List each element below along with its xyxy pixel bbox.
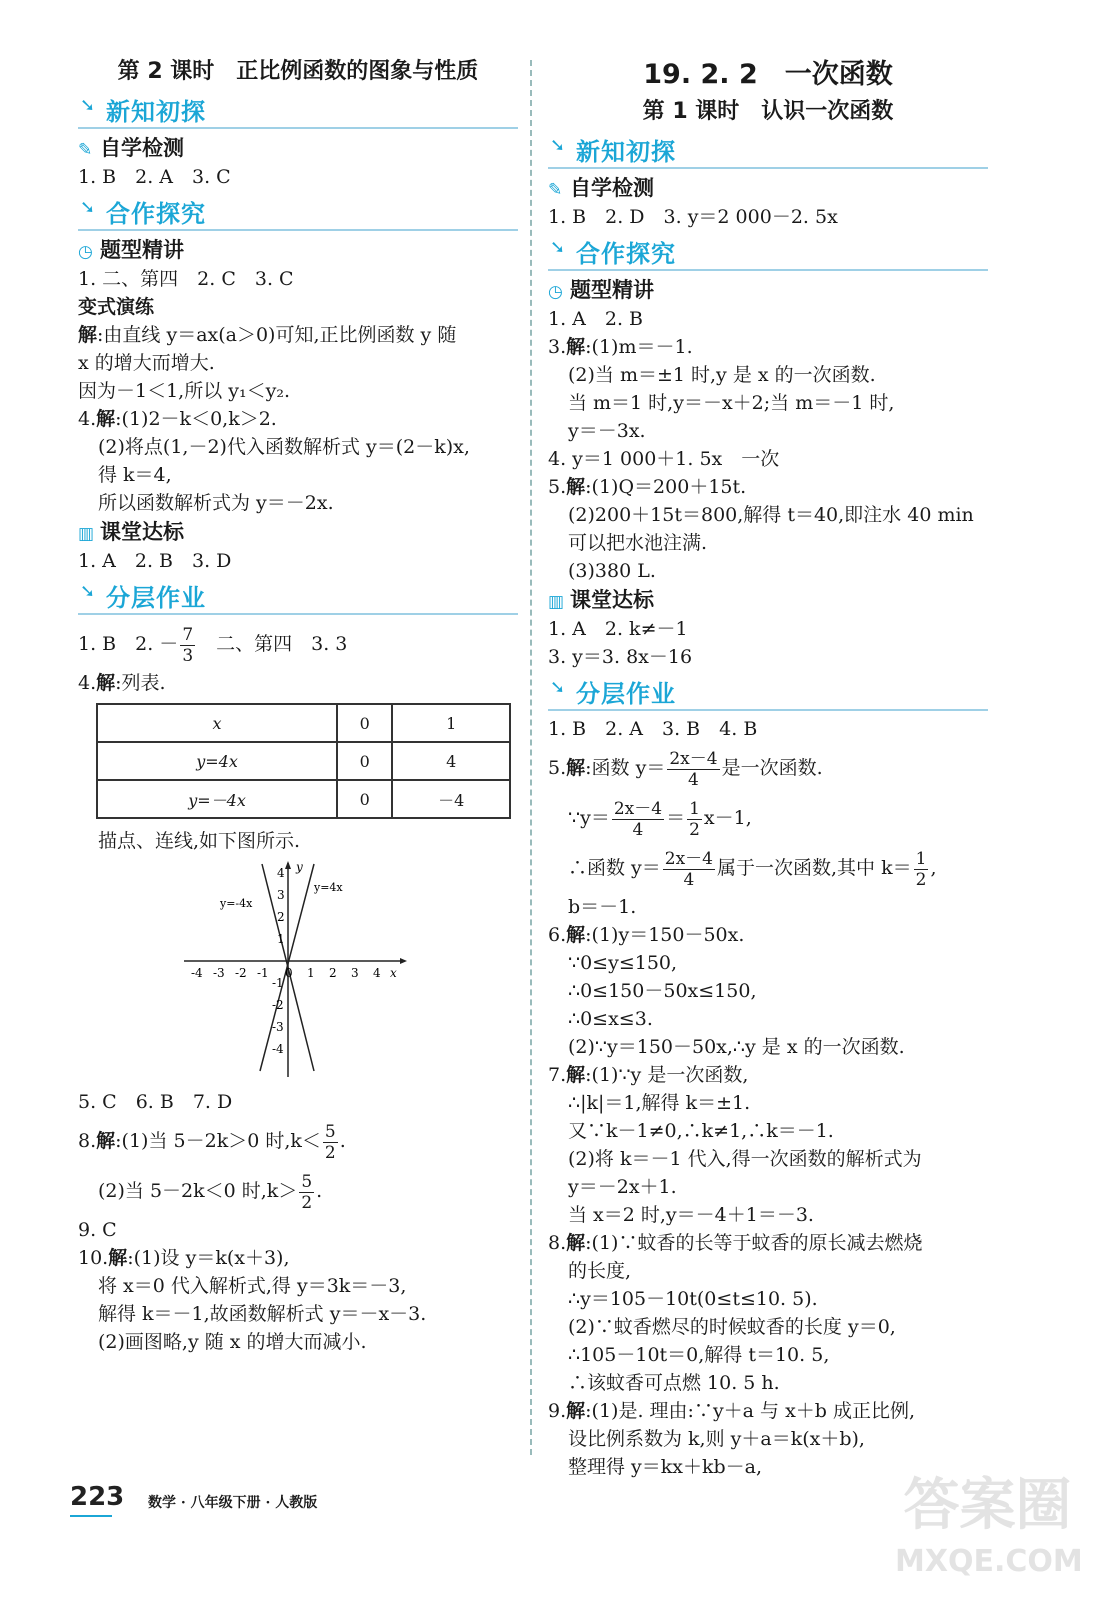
answer-line: 6.解:(1)y＝150－50x.: [548, 924, 745, 946]
subsection-zixue: ✎ 自学检测: [548, 173, 988, 203]
answer-line: 7.解:(1)∵y 是一次函数,: [548, 1064, 749, 1086]
y-tick-label: 3: [277, 888, 285, 902]
table-cell: 1: [392, 704, 510, 742]
bianshi-heading: 变式演练: [78, 296, 155, 318]
lesson-title: 第 2 课时 正比例函数的图象与性质: [117, 59, 479, 84]
answer-line: 10.解:(1)设 y＝k(x＋3),: [78, 1247, 290, 1269]
answer-line: 当 m＝1 时,y＝－x＋2;当 m＝－1 时,: [568, 392, 895, 414]
answer-line: 1. 二、第四 2. C 3. C: [78, 268, 294, 290]
answer-line: 3.解:(1)m＝－1.: [548, 336, 693, 358]
x-tick-label: -2: [235, 966, 247, 980]
x-tick-label: -3: [213, 966, 225, 980]
x-tick-label: 4: [373, 966, 381, 980]
book-info: 数学 · 八年级下册 · 人教版: [148, 1495, 318, 1511]
answer-line: 8.解:(1)∵蚊香的长等于蚊香的原长减去燃烧: [548, 1232, 923, 1254]
answer-line: ∵0≤y≤150,: [568, 952, 678, 974]
pencil-icon: ✎: [548, 180, 563, 200]
answer-line: (2)∵蚊香燃尽的时候蚊香的长度 y＝0,: [568, 1316, 896, 1338]
clock-icon: ◷: [548, 282, 563, 302]
book-icon: ▥: [78, 524, 95, 544]
y-tick-label: 4: [277, 866, 285, 880]
answer-line: b＝－1.: [568, 896, 637, 918]
table-cell: 0: [337, 780, 392, 818]
y-tick-label: -4: [272, 1042, 284, 1056]
fraction: $\frac{2x-4}{4}$: [664, 848, 714, 890]
value-table: [96, 703, 511, 819]
section-title: 19. 2. 2 一次函数: [643, 59, 893, 90]
answer-line: 可以把水池注满.: [568, 532, 708, 554]
answer-line: 4. y＝1 000＋1. 5x 一次: [548, 448, 780, 470]
answer-line: 9.解:(1)是. 理由:∵y＋a 与 x＋b 成正比例,: [548, 1400, 916, 1422]
answer-line: 得 k＝4,: [98, 464, 172, 486]
section-fenceng: ➘ 分层作业: [78, 577, 518, 615]
answer-line: 因为－1＜1,所以 y₁＜y₂.: [78, 380, 290, 402]
x-tick-label: -1: [257, 966, 269, 980]
answer-line: 设比例系数为 k,则 y＋a＝k(x＋b),: [568, 1428, 865, 1450]
table-cell: 4: [392, 742, 510, 780]
answer-line: 所以函数解析式为 y＝－2x.: [98, 492, 334, 514]
answer-line: 3. y＝3. 8x－16: [548, 646, 693, 668]
answer-line: 5.解:(1)Q＝200＋15t.: [548, 476, 747, 498]
answer-line: (2)画图略,y 随 x 的增大而减小.: [98, 1331, 367, 1353]
section-arrow-icon: ➘: [550, 677, 566, 698]
answer-line: 又∵k－1≠0,∴k≠1,∴k＝－1.: [568, 1120, 834, 1142]
watermark-logo: 答案圈 MXQE.COM: [895, 1473, 1083, 1579]
section-xinzhi: ➘ 新知初探: [548, 131, 988, 169]
answer-line: 将 x＝0 代入解析式,得 y＝3k＝－3,: [98, 1275, 407, 1297]
answer-line: 1. B 2. A 3. C: [78, 166, 231, 188]
subsection-tixing: ◷ 题型精讲: [548, 275, 988, 305]
subsection-zixue: ✎ 自学检测: [78, 133, 518, 163]
answer-line: ∴0≤x≤3.: [568, 1008, 653, 1030]
section-hezuo: ➘ 合作探究: [78, 193, 518, 231]
y-tick-label: -2: [272, 998, 284, 1012]
section-arrow-icon: ➘: [550, 135, 566, 156]
answer-line: 9. C: [78, 1219, 117, 1241]
column-divider: [530, 60, 532, 1455]
section-fenceng: ➘ 分层作业: [548, 673, 988, 711]
answer-line: (3)380 L.: [568, 560, 656, 582]
table-cell: －4: [392, 780, 510, 818]
fraction: $\frac{2x-4}{4}$: [669, 748, 718, 790]
answer-line: 当 x＝2 时,y＝－4＋1＝－3.: [568, 1204, 814, 1226]
fraction: $\frac{7}{3}$: [182, 624, 194, 666]
table-cell: 0: [337, 742, 392, 780]
section-hezuo: ➘ 合作探究: [548, 233, 988, 271]
table-cell: y=－4x: [97, 780, 337, 818]
y-tick-label: -3: [272, 1020, 284, 1034]
lesson-title: 第 1 课时 认识一次函数: [642, 99, 894, 124]
page-number-underline: [70, 1515, 112, 1517]
answer-line: y＝－2x＋1.: [568, 1176, 677, 1198]
answer-line: 5.解:函数 y＝ $\frac{2x-4}{4}$ 是一次函数.: [548, 748, 823, 790]
page-number: 223: [70, 1482, 125, 1512]
answer-line: 1. A 2. B 3. D: [78, 550, 232, 572]
answer-line: 解:由直线 y＝ax(a＞0)可知,正比例函数 y 随: [78, 324, 457, 346]
fraction: $\frac{5}{2}$: [301, 1171, 313, 1213]
answer-line: 1. B 2. － $\frac{7}{3}$ 二、第四 3. 3: [78, 624, 348, 666]
x-tick-labels: [191, 966, 381, 980]
label-y-4x: y=4x: [314, 881, 343, 894]
function-graph: [178, 859, 408, 1084]
answer-line: 的长度,: [568, 1260, 632, 1282]
section-arrow-icon: ➘: [80, 95, 96, 116]
section-arrow-icon: ➘: [80, 581, 96, 602]
fraction: $\frac{1}{2}$: [915, 848, 927, 890]
section-xinzhi: ➘ 新知初探: [78, 91, 518, 129]
answer-line: ∵y＝ $\frac{2x-4}{4}$ ＝ $\frac{1}{2}$ x－1,: [568, 798, 752, 840]
answer-line: (2)将 k＝－1 代入,得一次函数的解析式为: [568, 1148, 922, 1170]
x-tick-label: 0: [285, 966, 293, 980]
x-tick-label: 2: [329, 966, 337, 980]
pencil-icon: ✎: [78, 140, 93, 160]
answer-line: 解得 k＝－1,故函数解析式 y＝－x－3.: [98, 1303, 427, 1325]
y-tick-label: -1: [272, 976, 284, 990]
answer-line: 1. B 2. A 3. B 4. B: [548, 718, 758, 740]
section-arrow-icon: ➘: [80, 197, 96, 218]
answer-line: ∴该蚊香可点燃 10. 5 h.: [568, 1372, 780, 1394]
answer-line: y＝－3x.: [568, 420, 646, 442]
x-tick-label: 1: [307, 966, 315, 980]
answer-line: (2)200＋15t＝800,解得 t＝40,即注水 40 min: [568, 504, 974, 526]
label-y-neg4x: y=-4x: [220, 897, 253, 910]
table-row: [97, 780, 510, 818]
answer-line: 1. A 2. k≠－1: [548, 618, 688, 640]
clock-icon: ◷: [78, 242, 93, 262]
section-arrow-icon: ➘: [550, 237, 566, 258]
answer-line: (2)∵y＝150－50x,∴y 是 x 的一次函数.: [568, 1036, 905, 1058]
answer-line: 4.解:列表.: [78, 672, 166, 694]
subsection-ketang: ▥ 课堂达标: [548, 585, 988, 615]
answer-line: 描点、连线,如下图所示.: [98, 830, 301, 852]
x-axis-label: x: [390, 966, 397, 980]
y-axis-arrow: [285, 861, 291, 869]
y-tick-label: 1: [277, 932, 285, 946]
table-cell: x: [97, 704, 337, 742]
table-cell: y=4x: [97, 742, 337, 780]
fraction: $\frac{1}{2}$: [689, 798, 700, 840]
fraction: $\frac{5}{2}$: [324, 1121, 336, 1163]
subsection-ketang: ▥ 课堂达标: [78, 517, 518, 547]
answer-line: 4.解:(1)2－k＜0,k＞2.: [78, 408, 277, 430]
answer-line: (2)当 5－2k＜0 时,k＞ $\frac{5}{2}$ .: [98, 1171, 323, 1213]
y-tick-label: 2: [277, 910, 285, 924]
answer-line: 整理得 y＝kx＋kb－a,: [568, 1456, 763, 1478]
book-icon: ▥: [548, 592, 565, 612]
answer-line: ∴|k|＝1,解得 k＝±1.: [568, 1092, 751, 1114]
answer-line: (2)当 m＝±1 时,y 是 x 的一次函数.: [568, 364, 876, 386]
answer-line: ∴105－10t＝0,解得 t＝10. 5,: [568, 1344, 830, 1366]
answer-line: ∴函数 y＝ $\frac{2x-4}{4}$ 属于一次函数,其中 k＝ $\frac{1}{2}$ ,: [568, 848, 937, 890]
right-column: [548, 55, 988, 1481]
fraction: $\frac{2x-4}{4}$: [613, 798, 663, 840]
answer-line: 5. C 6. B 7. D: [78, 1091, 233, 1113]
left-column: [78, 55, 518, 1356]
x-tick-label: 3: [351, 966, 359, 980]
answer-line: ∴0≤150－50x≤150,: [568, 980, 757, 1002]
answer-line: 1. A 2. B: [548, 308, 644, 330]
table-row: [97, 742, 510, 780]
answer-line: x 的增大而增大.: [78, 352, 215, 374]
answer-line: ∴y＝105－10t(0≤t≤10. 5).: [568, 1288, 818, 1310]
answer-line: (2)将点(1,－2)代入函数解析式 y＝(2－k)x,: [98, 436, 470, 458]
table-row: [97, 704, 510, 742]
x-axis-arrow: [400, 958, 407, 964]
x-tick-label: -4: [191, 966, 203, 980]
y-axis-label: y: [296, 860, 303, 874]
answer-line: 8.解:(1)当 5－2k＞0 时,k＜ $\frac{5}{2}$ .: [78, 1121, 346, 1163]
subsection-tixing: ◷ 题型精讲: [78, 235, 518, 265]
table-cell: 0: [337, 704, 392, 742]
answer-line: 1. B 2. D 3. y＝2 000－2. 5x: [548, 206, 838, 228]
